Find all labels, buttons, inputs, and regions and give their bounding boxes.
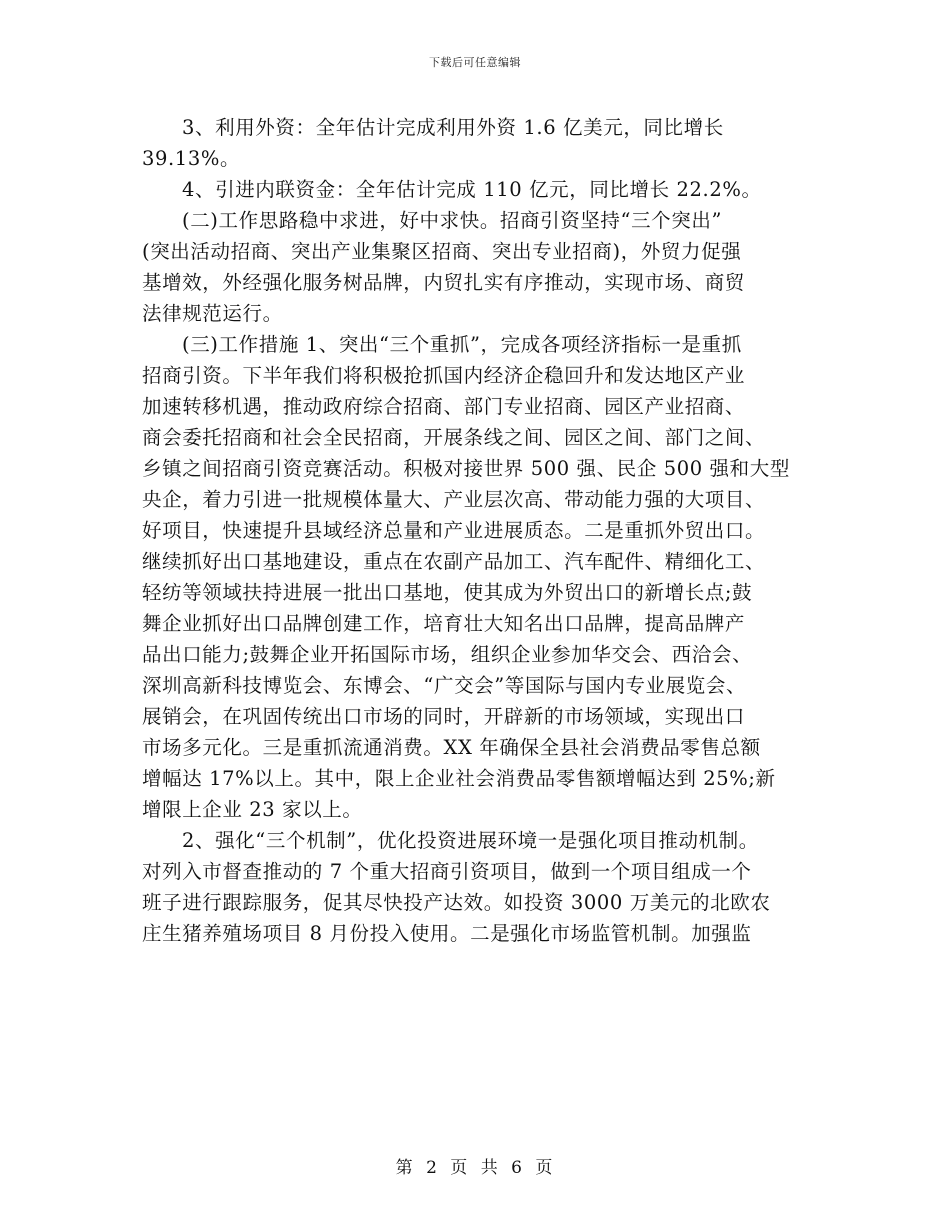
text-line: 央企，着力引进一批规模体量大、产业层次高、带动能力强的大项目、 — [142, 488, 766, 511]
text-line: 轻纺等领域扶持进展一批出口基地，使其成为外贸出口的新增长点;鼓 — [142, 581, 753, 604]
text-line: 继续抓好出口基地建设，重点在农副产品加工、汽车配件、精细化工、 — [142, 550, 766, 573]
total-pages-number: 6 — [511, 1158, 524, 1178]
text-line: (突出活动招商、突出产业集聚区招商、突出专业招商)，外贸力促强 — [142, 240, 742, 263]
document-body — [142, 112, 832, 949]
footer-total-label: 页 — [535, 1158, 555, 1178]
text-line: 招商引资。下半年我们将积极抢抓国内经济企稳回升和发达地区产业 — [142, 364, 746, 387]
current-page-number: 2 — [426, 1158, 439, 1178]
text-line: 基增效，外经强化服务树品牌，内贸扎实有序推动，实现市场、商贸 — [142, 271, 746, 294]
text-line: 法律规范运行。 — [142, 302, 283, 325]
text-line: 商会委托招商和社会全民招商，开展条线之间、园区之间、部门之间、 — [142, 426, 766, 449]
text-line: 市场多元化。三是重抓流通消费。XX 年确保全县社会消费品零售总额 — [142, 736, 761, 759]
text-line: 加速转移机遇，推动政府综合招商、部门专业招商、园区产业招商、 — [142, 395, 746, 418]
text-line: 深圳高新科技博览会、东博会、“广交会”等国际与国内专业展览会、 — [142, 674, 747, 697]
text-line: 品出口能力;鼓舞企业开拓国际市场，组织企业参加华交会、西洽会、 — [142, 643, 753, 666]
text-line: 4、引进内联资金：全年估计完成 110 亿元，同比增长 22.2%。 — [182, 178, 762, 201]
footer-page-label: 页 — [450, 1158, 470, 1178]
text-line: 乡镇之间招商引资竞赛活动。积极对接世界 500 强、民企 500 强和大型 — [142, 457, 790, 480]
text-line: 2、强化“三个机制”，优化投资进展环境一是强化项目推动机制。 — [182, 829, 759, 852]
text-line: 庄生猪养殖场项目 8 月份投入使用。二是强化市场监管机制。加强监 — [142, 922, 752, 945]
text-line: 增幅达 17%以上。其中，限上企业社会消费品零售额增幅达到 25%;新 — [142, 767, 776, 790]
text-line: 3、利用外资：全年估计完成利用外资 1.6 亿美元，同比增长 — [182, 116, 724, 139]
footer-prefix: 第 — [395, 1158, 415, 1178]
text-line: 好项目，快速提升县域经济总量和产业进展质态。二是重抓外贸出口。 — [142, 519, 766, 542]
text-line: 班子进行跟踪服务，促其尽快投产达效。如投资 3000 万美元的北欧农 — [142, 891, 771, 914]
page-header: 下载后可任意编辑 — [429, 56, 521, 69]
text-line: 舞企业抓好出口品牌创建工作，培育壮大知名出口品牌，提高品牌产 — [142, 612, 746, 635]
text-line: 对列入市督查推动的 7 个重大招商引资项目，做到一个项目组成一个 — [142, 860, 752, 883]
text-line: (二)工作思路稳中求进，好中求快。招商引资坚持“三个突出” — [182, 209, 723, 232]
page-footer — [0, 1153, 950, 1178]
text-line: 39.13%。 — [142, 147, 241, 170]
text-line: 展销会，在巩固传统出口市场的同时，开辟新的市场领域，实现出口 — [142, 705, 746, 728]
text-line: 增限上企业 23 家以上。 — [142, 798, 363, 821]
text-line: (三)工作措施 1、突出“三个重抓”，完成各项经济指标一是重抓 — [182, 333, 742, 356]
footer-total-prefix: 共 — [480, 1158, 500, 1178]
